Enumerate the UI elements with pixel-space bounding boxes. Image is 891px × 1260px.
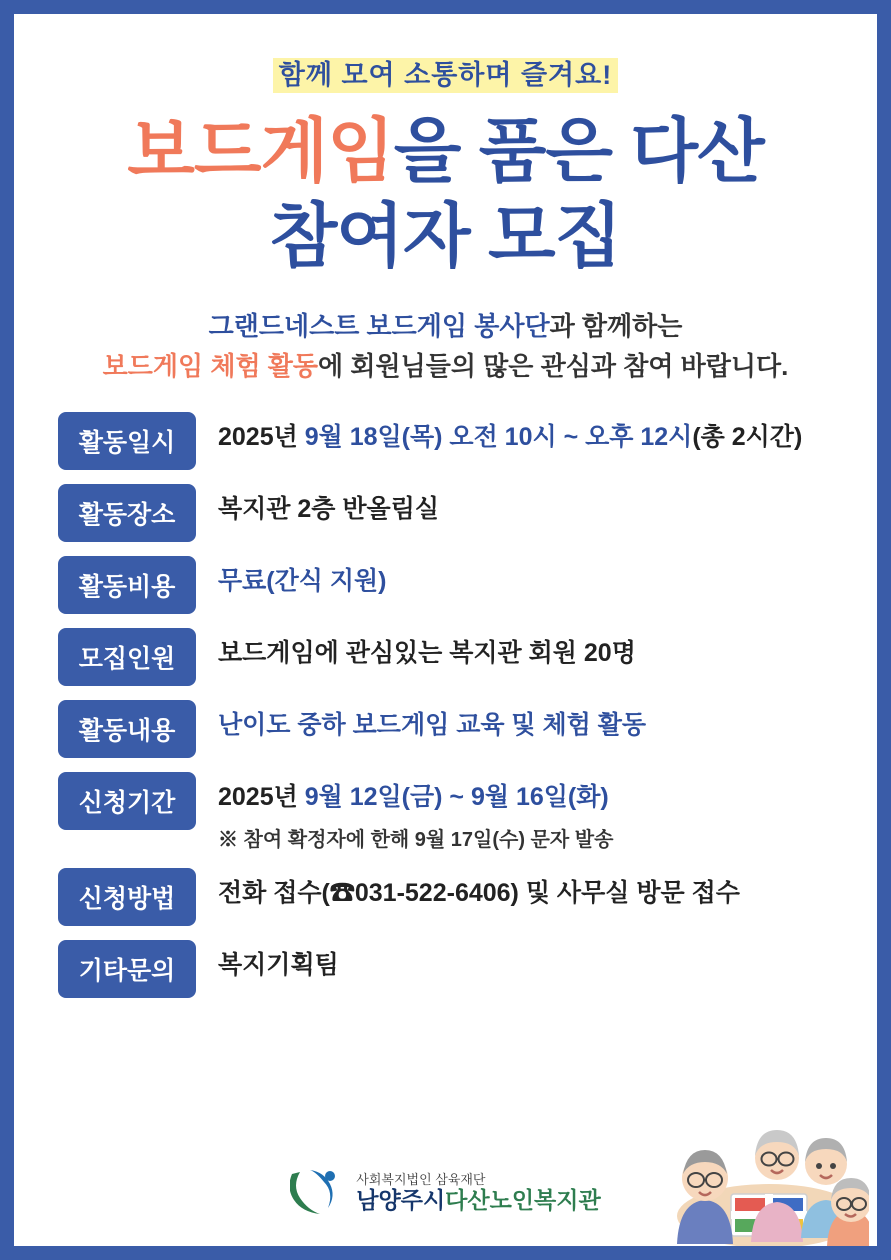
info-row-tag: 신청기간 <box>58 772 196 830</box>
poster-kicker <box>14 58 877 93</box>
info-row-tag: 활동내용 <box>58 700 196 758</box>
value-plain-prefix: 2025년 <box>218 423 305 452</box>
poster-title <box>14 109 877 280</box>
info-row <box>58 772 837 854</box>
subtitle-volunteer-group: 그랜드네스트 보드게임 봉사단 <box>208 310 550 341</box>
value-plain-suffix: (총 2시간) <box>692 423 803 452</box>
value-plain-prefix: 복지기획팀 <box>218 951 339 980</box>
info-row-tag: 활동장소 <box>58 484 196 542</box>
info-row-value <box>196 556 837 599</box>
info-row-value <box>196 868 837 911</box>
value-accent: 난이도 중하 보드게임 교육 및 체험 활동 <box>218 711 647 740</box>
organization-name <box>356 1173 600 1213</box>
info-row-value <box>196 940 837 983</box>
value-accent: 9월 12일(금) ~ 9월 16일(화) <box>304 783 609 812</box>
info-row-value <box>196 412 837 455</box>
info-row-tag: 활동비용 <box>58 556 196 614</box>
value-plain-prefix: 복지관 2층 반올림실 <box>218 495 439 524</box>
value-accent: 9월 18일(목) 오전 10시 ~ 오후 12시 <box>304 423 693 452</box>
poster-subtitle-line-2 <box>14 346 877 386</box>
organization-city: 남양주시 <box>356 1186 446 1213</box>
organization-logo-icon <box>290 1166 346 1220</box>
subtitle-line2-tail: 에 회원님들의 많은 관심과 참여 바랍니다. <box>318 351 789 382</box>
poster-kicker-text: 함께 모여 소통하며 즐겨요! <box>273 58 618 93</box>
poster-subtitle-line-1 <box>14 306 877 346</box>
title-word-dasan: 을 품은 다산 <box>393 112 764 191</box>
value-plain-prefix: 보드게임에 관심있는 복지관 회원 20명 <box>218 639 636 668</box>
organization-center: 다산노인복지관 <box>445 1186 601 1213</box>
poster-title-line-1 <box>14 109 877 194</box>
value-plain-prefix: 2025년 <box>218 783 305 812</box>
value-plain-prefix: 전화 접수(☎031-522-6406) 및 사무실 방문 접수 <box>218 879 740 908</box>
info-row-tag: 활동일시 <box>58 412 196 470</box>
poster-title-line-2: 참여자 모집 <box>269 197 622 276</box>
subtitle-activity-name: 보드게임 체험 활동 <box>102 351 319 382</box>
organization-title <box>356 1188 600 1213</box>
poster-canvas <box>14 14 877 1246</box>
title-word-boardgame: 보드게임 <box>127 112 394 191</box>
info-row <box>58 700 837 758</box>
info-row <box>58 940 837 998</box>
info-row <box>58 412 837 470</box>
value-accent: 무료(간식 지원) <box>218 567 387 596</box>
footer-logo <box>14 1166 877 1220</box>
info-row <box>58 868 837 926</box>
info-row-tag: 모집인원 <box>58 628 196 686</box>
info-row-tag: 기타문의 <box>58 940 196 998</box>
info-row <box>58 484 837 542</box>
info-row <box>58 556 837 614</box>
info-rows <box>14 412 877 998</box>
poster-subtitle <box>14 306 877 387</box>
info-row-value <box>196 628 837 671</box>
info-row-tag: 신청방법 <box>58 868 196 926</box>
organization-foundation: 사회복지법인 삼육재단 <box>356 1172 486 1188</box>
info-row-value <box>196 700 837 743</box>
info-row-value <box>196 484 837 527</box>
info-row-note: ※ 참여 확정자에 한해 9월 17일(수) 문자 발송 <box>218 829 614 852</box>
info-row-value <box>196 772 837 854</box>
subtitle-line1-tail: 과 함께하는 <box>549 310 683 341</box>
info-row <box>58 628 837 686</box>
